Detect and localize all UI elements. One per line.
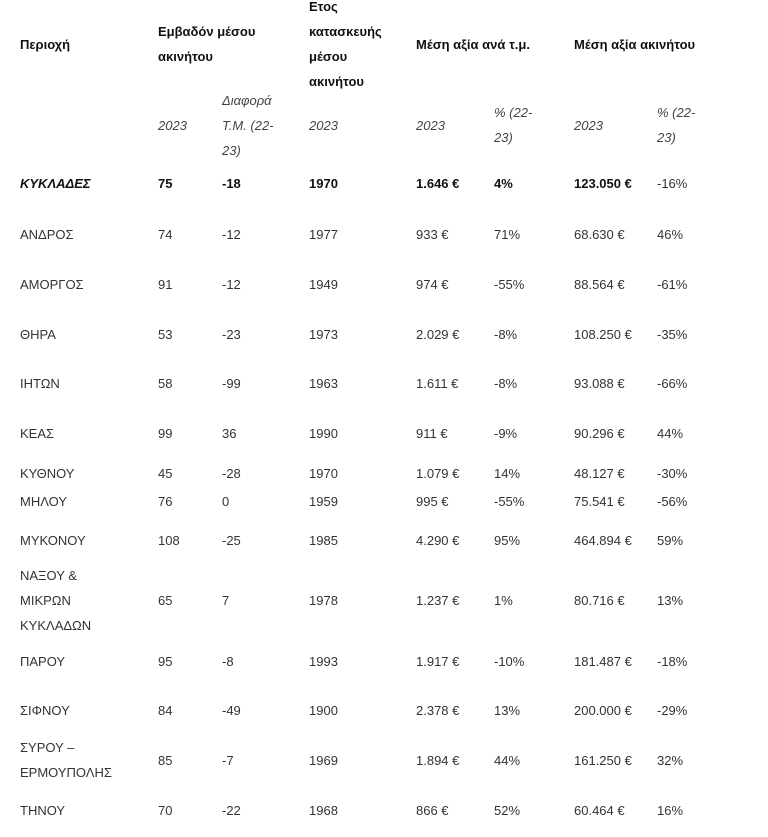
cell-year: 1990 [309,425,338,441]
cell-value-per-sqm-pct: 1% [494,592,513,608]
cell-region: ΠΑΡΟΥ [20,653,66,669]
cell-property-value: 181.487 € [574,653,632,669]
header-property-value: Μέση αξία ακινήτου [574,36,696,52]
cell-area: 91 [158,276,173,292]
cell-value-per-sqm: 2.378 € [416,702,460,718]
cell-area-diff: -25 [222,532,241,548]
cell-region: ΜΗΛΟΥ [20,493,67,509]
cell-value-per-sqm: 911 € [416,425,448,441]
cell-year: 1900 [309,702,338,718]
cell-property-value-pct: 16% [657,802,684,818]
cell-property-value-pct: -30% [657,465,688,481]
subheader-sqm-2023: 2023 [416,117,445,133]
cell-area: 70 [158,802,173,818]
cell-value-per-sqm-pct: 95% [494,532,521,548]
cell-area-diff: 36 [222,425,237,441]
cell-value-per-sqm: 2.029 € [416,326,460,342]
subheader-year-2023: 2023 [309,117,338,133]
cell-property-value-pct: -29% [657,702,688,718]
cell-property-value: 80.716 € [574,592,625,608]
table-row [0,358,768,408]
cell-value-per-sqm: 1.237 € [416,592,460,608]
cell-area-diff: -28 [222,465,241,481]
table-header-row [0,0,768,89]
cell-area-diff: -18 [222,175,241,191]
subheader-value-pct: % (22-23) [657,105,696,145]
cell-property-value: 68.630 € [574,226,625,242]
cell-value-per-sqm-pct: 14% [494,465,521,481]
table-row [0,636,768,686]
cell-value-per-sqm: 1.917 € [416,653,460,669]
cell-property-value-pct: 13% [657,592,684,608]
table-row [0,515,768,565]
cell-area-diff: -22 [222,802,241,818]
table-row [0,309,768,359]
cell-property-value-pct: 59% [657,532,684,548]
cell-value-per-sqm-pct: 44% [494,752,521,768]
table-row [0,459,768,487]
cell-area-diff: -12 [222,276,241,292]
cell-value-per-sqm-pct: -55% [494,493,525,509]
cell-area: 108 [158,532,180,548]
cell-value-per-sqm: 1.894 € [416,752,460,768]
cell-year: 1985 [309,532,338,548]
cell-year: 1978 [309,592,338,608]
cell-property-value: 88.564 € [574,276,625,292]
cell-region: ΚΥΚΛΑΔΕΣ [20,175,91,191]
table-row [0,562,768,638]
cell-region: ΚΕΑΣ [20,425,55,441]
cell-area: 76 [158,493,173,509]
cell-year: 1969 [309,752,338,768]
cell-property-value: 161.250 € [574,752,632,768]
cell-year: 1949 [309,276,338,292]
cell-property-value-pct: -16% [657,175,688,191]
cell-region: ΑΜΟΡΓΟΣ [20,276,84,292]
cell-year: 1970 [309,465,338,481]
cell-property-value: 60.464 € [574,802,625,818]
cell-value-per-sqm: 4.290 € [416,532,460,548]
cell-area-diff: 7 [222,592,230,608]
cell-year: 1973 [309,326,338,342]
cell-value-per-sqm: 1.079 € [416,465,460,481]
cell-property-value: 123.050 € [574,175,632,191]
subheader-area-2023: 2023 [158,117,187,133]
cell-property-value-pct: -35% [657,326,688,342]
cell-region: ΜΥΚΟΝΟΥ [20,532,86,548]
header-value-per-sqm: Μέση αξία ανά τ.μ. [416,36,530,52]
cell-property-value: 90.296 € [574,425,625,441]
header-area: Εμβαδόν μέσου ακινήτου [158,24,256,64]
cell-value-per-sqm-pct: 71% [494,226,521,242]
cell-region: ΑΝΔΡΟΣ [20,226,74,242]
cell-property-value-pct: -66% [657,375,688,391]
cell-property-value-pct: -56% [657,493,688,509]
cell-area-diff: -12 [222,226,241,242]
cell-area: 99 [158,425,173,441]
cell-region: ΘΗΡΑ [20,326,56,342]
cell-area: 45 [158,465,173,481]
table-row [0,209,768,259]
cell-area: 95 [158,653,173,669]
cell-area: 65 [158,592,173,608]
cell-area: 53 [158,326,173,342]
cell-region: ΣΥΡΟΥ – ΕΡΜΟΥΠΟΛΗΣ [20,740,112,780]
cell-value-per-sqm: 995 € [416,493,449,509]
cell-area-diff: 0 [222,493,230,509]
subheader-area-diff: Διαφορά Τ.Μ. (22-23) [222,92,274,158]
cell-region: ΤΗΝΟΥ [20,802,66,818]
cell-area: 74 [158,226,173,242]
header-year-built: Ετος κατασκευής μέσου ακινήτου [309,0,382,89]
cell-value-per-sqm-pct: -9% [494,425,518,441]
cell-area: 84 [158,702,173,718]
cell-property-value: 75.541 € [574,493,625,509]
cell-value-per-sqm: 974 € [416,276,449,292]
cell-year: 1977 [309,226,338,242]
cell-year: 1993 [309,653,338,669]
cell-property-value-pct: 46% [657,226,684,242]
cell-area-diff: -23 [222,326,241,342]
cell-area-diff: -8 [222,653,234,669]
cell-area: 58 [158,375,173,391]
cell-property-value-pct: -18% [657,653,688,669]
cell-value-per-sqm-pct: -55% [494,276,525,292]
table-row [0,487,768,515]
cell-region: ΣΙΦΝΟΥ [20,702,70,718]
header-region: Περιοχή [20,36,71,52]
subheader-sqm-pct: % (22-23) [494,105,533,145]
cell-property-value: 464.894 € [574,532,632,548]
cell-year: 1968 [309,802,338,818]
cell-value-per-sqm-pct: -10% [494,653,525,669]
cell-property-value-pct: 44% [657,425,684,441]
cell-value-per-sqm: 866 € [416,802,449,818]
cell-value-per-sqm: 1.646 € [416,175,460,191]
cell-value-per-sqm-pct: 52% [494,802,521,818]
cell-region: ΙΗΤΩΝ [20,375,60,391]
cell-year: 1963 [309,375,338,391]
table-row [0,259,768,309]
cell-area-diff: -7 [222,752,234,768]
table-subheader-row [0,92,768,158]
cell-area: 75 [158,175,173,191]
table-row [0,735,768,785]
cell-region: ΝΑΞΟΥ & ΜΙΚΡΩΝ ΚΥΚΛΑΔΩΝ [20,567,92,633]
cell-area-diff: -49 [222,702,241,718]
table-row [0,158,768,208]
table-row [0,785,768,835]
cell-property-value-pct: 32% [657,752,684,768]
cell-year: 1959 [309,493,338,509]
cell-area: 85 [158,752,173,768]
cell-property-value: 48.127 € [574,465,625,481]
cell-year: 1970 [309,175,338,191]
cell-value-per-sqm-pct: -8% [494,375,518,391]
cell-value-per-sqm: 933 € [416,226,449,242]
cell-property-value: 200.000 € [574,702,632,718]
cell-area-diff: -99 [222,375,241,391]
table-row [0,685,768,735]
cell-property-value: 108.250 € [574,326,632,342]
cell-property-value-pct: -61% [657,276,688,292]
cell-value-per-sqm-pct: 4% [494,175,513,191]
cell-value-per-sqm-pct: 13% [494,702,521,718]
cell-region: ΚΥΘΝΟΥ [20,465,75,481]
cell-property-value: 93.088 € [574,375,625,391]
cell-value-per-sqm-pct: -8% [494,326,518,342]
subheader-value-2023: 2023 [574,117,603,133]
table-row [0,408,768,458]
cell-value-per-sqm: 1.611 € [416,375,459,391]
